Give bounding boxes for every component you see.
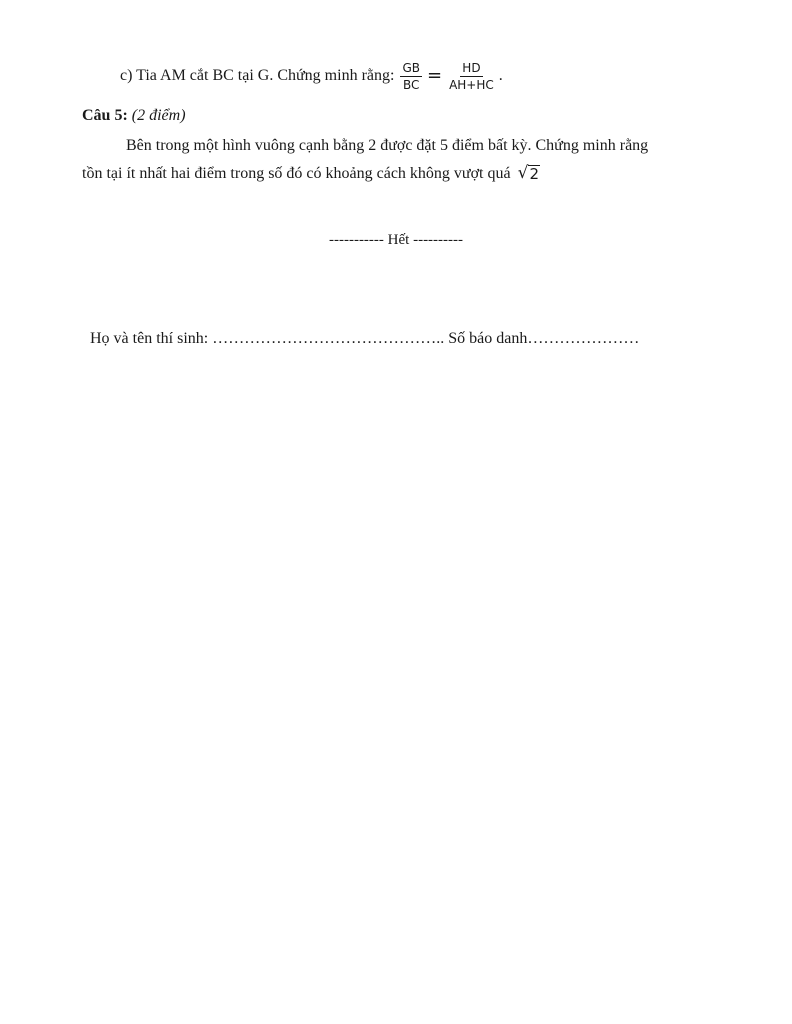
question-5-text: tồn tại ít nhất hai điểm trong số đó có khoảng cách không vượt quá	[82, 165, 511, 182]
question-number: Câu 5:	[82, 107, 128, 124]
equals-sign: =	[426, 65, 443, 86]
fraction-hd-ahhc	[447, 61, 496, 92]
fraction-denominator: BC	[403, 77, 420, 92]
radicand: 2	[529, 165, 539, 183]
end-of-exam-marker: ----------- Hết ----------	[328, 232, 464, 248]
question-5-text-line-2	[82, 164, 540, 184]
fraction-gb-bc	[400, 61, 422, 92]
fraction-denominator: AH+HC	[449, 77, 494, 92]
question-5-text-line-1: Bên trong một hình vuông cạnh bằng 2 được đặt 5 điểm bất kỳ. Chứng minh rằng	[126, 137, 649, 154]
radical-sign: √	[517, 163, 529, 183]
part-c-statement	[120, 60, 503, 92]
question-5-heading	[82, 106, 186, 126]
fraction-numerator: HD	[462, 60, 481, 75]
question-points: (2 điểm)	[131, 107, 186, 124]
fraction-numerator: GB	[402, 60, 420, 75]
square-root-two	[518, 164, 540, 182]
statement-period: .	[498, 67, 503, 84]
candidate-info-line: Họ và tên thí sinh: …………………………………….. Số báo danh…………………	[90, 330, 640, 347]
part-c-text: c) Tia AM cắt BC tại G. Chứng minh rằng:	[120, 67, 395, 84]
